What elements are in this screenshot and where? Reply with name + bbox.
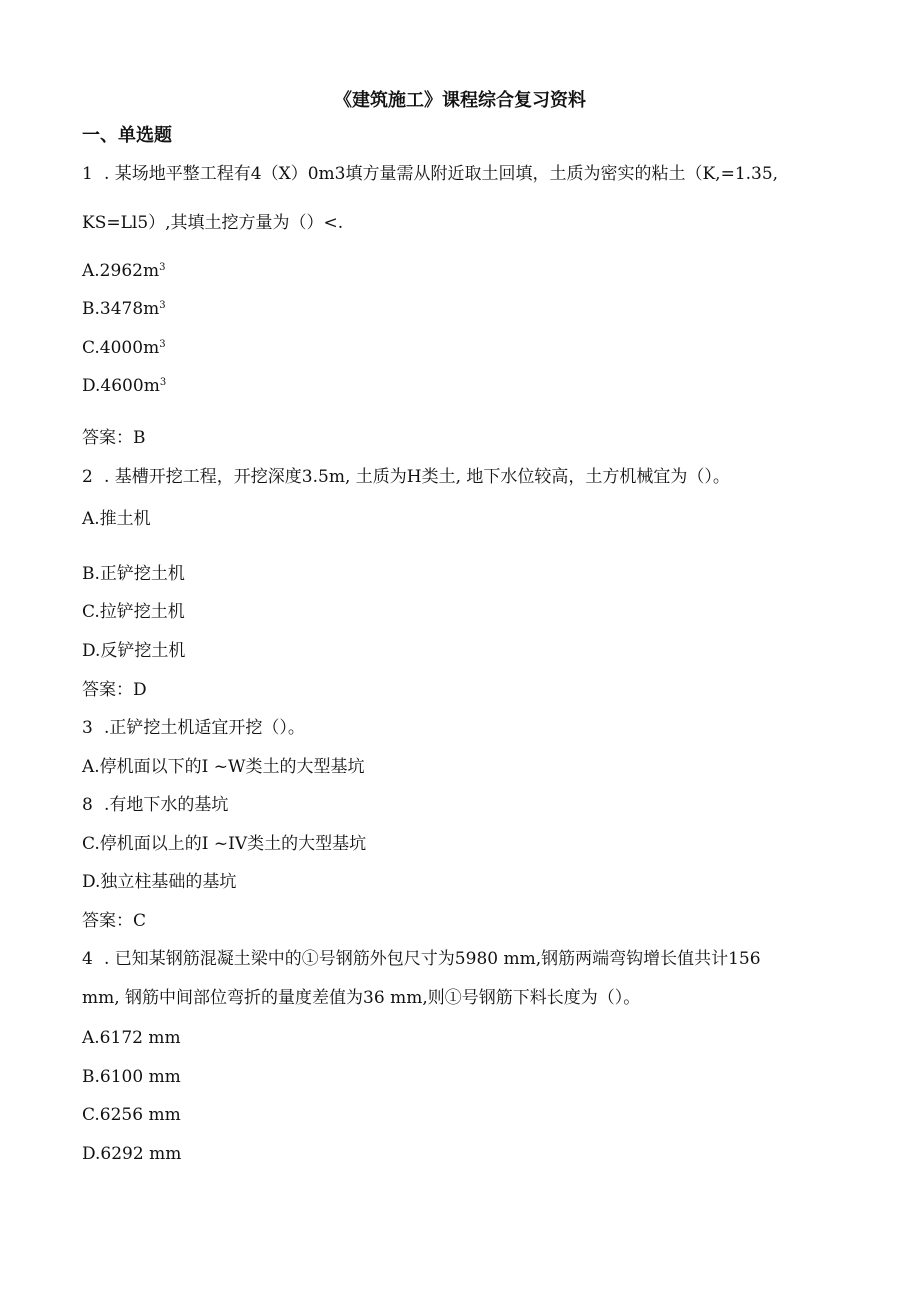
question-2-answer: 答案：D: [82, 680, 147, 700]
option-text: D.4600m: [82, 376, 160, 396]
question-4-stem-line-2: mm, 钢筋中间部位弯折的量度差值为36 mm,则①号钢筋下料长度为（）。: [82, 988, 641, 1008]
question-3-stem: [82, 717, 305, 739]
question-2-option-d: D.反铲挖土机: [82, 641, 186, 661]
question-4-stem-line-1: [82, 948, 761, 970]
question-4-option-a: A.6172 mm: [82, 1028, 181, 1048]
question-2-option-b: B.正铲挖土机: [82, 564, 185, 584]
question-3-option-a: A.停机面以下的I ~W类土的大型基坑: [82, 757, 365, 777]
question-text: . 基槽开挖工程，开挖深度3.5m, 土质为H类土, 地下水位较高，土方机械宜为（）。: [104, 467, 730, 487]
option-superscript: 3: [159, 377, 167, 388]
option-superscript: 3: [159, 300, 166, 311]
question-number: 2: [82, 467, 93, 487]
question-4-option-c: C.6256 mm: [82, 1105, 181, 1125]
question-1-option-d: [82, 375, 166, 397]
question-number: 4: [82, 949, 93, 969]
section-heading: 一、单选题: [82, 125, 172, 146]
question-1-answer: 答案：B: [82, 428, 146, 448]
question-3-option-d: D.独立柱基础的基坑: [82, 872, 237, 892]
question-4-option-d: D.6292 mm: [82, 1144, 182, 1164]
option-text: A.2962m: [82, 261, 160, 281]
question-1-option-b: [82, 298, 166, 320]
question-1-stem-line-1: [82, 163, 778, 185]
question-text: . 某场地平整工程有4（X）0m3填方量需从附近取土回填，土质为密实的粘土（K,=1.35,: [104, 164, 779, 184]
option-text: B.3478m: [82, 299, 160, 319]
question-2-option-a: A.推土机: [82, 509, 151, 529]
question-1-option-a: [82, 260, 165, 282]
option-text: C.4000m: [82, 338, 160, 358]
question-3-option-b: [82, 794, 228, 816]
question-text: . 已知某钢筋混凝土梁中的①号钢筋外包尺寸为5980 mm,钢筋两端弯钩增长值共计156: [104, 949, 761, 969]
question-2-option-c: C.拉铲挖土机: [82, 602, 185, 622]
question-4-option-b: B.6100 mm: [82, 1067, 181, 1087]
question-3-answer: 答案：C: [82, 911, 147, 931]
document-title: 《建筑施工》课程综合复习资料: [334, 90, 586, 111]
question-number: 1: [82, 164, 93, 184]
option-superscript: 3: [159, 339, 166, 350]
question-1-option-c: [82, 337, 166, 359]
option-text: .有地下水的基坑: [104, 795, 229, 815]
option-number: 8: [82, 795, 93, 815]
option-superscript: 3: [159, 262, 166, 273]
question-1-stem-line-2: KS=Ll5）,其填土挖方量为（）<.: [82, 213, 344, 233]
question-3-option-c: C.停机面以上的I ~IV类土的大型基坑: [82, 834, 367, 854]
question-number: 3: [82, 718, 93, 738]
question-text: .正铲挖土机适宜开挖（）。: [104, 718, 305, 738]
question-2-stem: [82, 466, 730, 488]
